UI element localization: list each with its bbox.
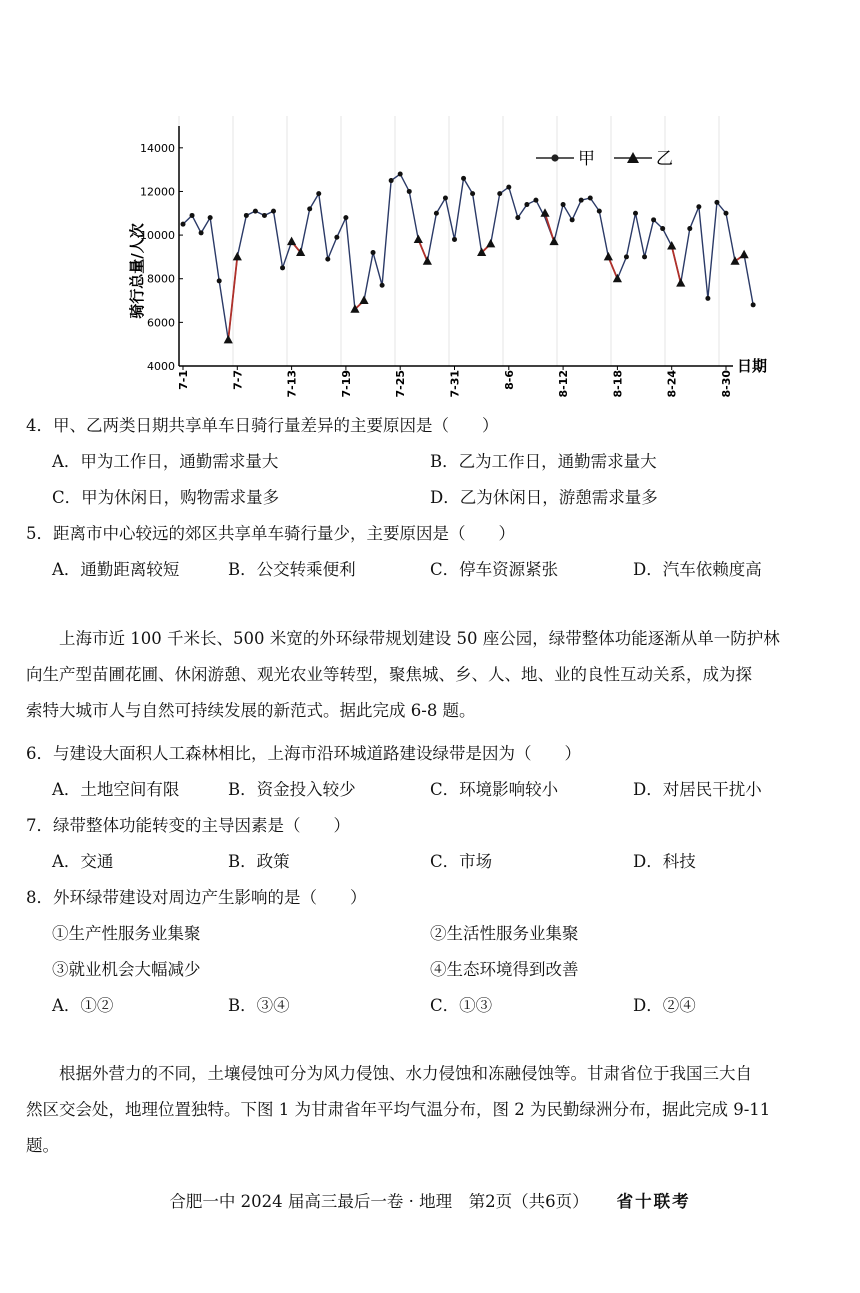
point-jia xyxy=(434,211,439,216)
passage-line: 索特大城市人与自然可持续发展的新范式。据此完成 6-8 题。 xyxy=(26,701,476,720)
point-jia xyxy=(280,265,285,270)
x-tick-label: 7-7 xyxy=(231,370,245,390)
series-segment-yi xyxy=(545,213,554,241)
x-tick-label: 7-1 xyxy=(177,370,190,390)
point-jia xyxy=(208,215,213,220)
passage-line: 向生产型苗圃花圃、休闲游憩、观光农业等转型，聚焦城、乡、人、地、业的良性互动关系，成为探 xyxy=(26,665,752,684)
passage-line: 然区交会处，地理位置独特。下图 1 为甘肃省年平均气温分布，图 2 为民勤绿洲分布，据此完成 9-11 xyxy=(26,1100,771,1119)
point-jia xyxy=(714,200,719,205)
point-jia xyxy=(398,172,403,177)
point-jia xyxy=(199,230,204,235)
q7-option-d: D．科技 xyxy=(633,852,696,871)
legend-yi-label: 乙 xyxy=(656,149,673,169)
point-jia xyxy=(497,191,502,196)
x-tick-label: 8-6 xyxy=(502,370,516,390)
x-tick-label: 7-31 xyxy=(448,370,462,398)
point-jia xyxy=(506,185,511,190)
point-jia xyxy=(687,226,692,231)
point-yi xyxy=(423,256,432,265)
q8-option-d: D．②④ xyxy=(633,996,696,1015)
point-yi xyxy=(287,237,296,246)
point-yi xyxy=(730,256,739,265)
point-jia xyxy=(461,176,466,181)
point-jia xyxy=(325,257,330,262)
q5-option-a: A．通勤距离较短 xyxy=(52,560,180,579)
y-axis-label: 骑行总量/人次 xyxy=(128,223,146,319)
q8-statement-4: ④生态环境得到改善 xyxy=(430,960,579,979)
point-jia xyxy=(705,296,710,301)
x-ticks xyxy=(177,366,733,398)
point-jia xyxy=(334,235,339,240)
legend-jia-marker xyxy=(551,154,558,161)
q6-option-d: D．对居民干扰小 xyxy=(633,780,762,799)
point-jia xyxy=(190,213,195,218)
point-jia xyxy=(217,278,222,283)
point-jia xyxy=(524,202,529,207)
y-tick-label: 6000 xyxy=(147,316,175,330)
y-tick-label: 10000 xyxy=(140,229,175,243)
q4-option-c: C．甲为休闲日，购物需求量多 xyxy=(52,488,280,507)
q7-option-a: A．交通 xyxy=(52,852,114,871)
q5-option-d: D．汽车依赖度高 xyxy=(633,560,762,579)
x-tick-label: 8-18 xyxy=(611,370,625,398)
passage-line: 上海市近 100 千米长、500 米宽的外环绿带规划建设 50 座公园，绿带整体功能逐渐从单一防护林 xyxy=(26,629,780,648)
point-jia xyxy=(316,191,321,196)
y-ticks xyxy=(140,142,183,373)
q8-statement-3: ③就业机会大幅减少 xyxy=(52,960,201,979)
point-jia xyxy=(307,206,312,211)
point-yi xyxy=(486,239,495,248)
point-jia xyxy=(588,196,593,201)
page-footer xyxy=(0,1188,860,1212)
point-jia xyxy=(271,209,276,214)
point-jia xyxy=(181,222,186,227)
q5-option-c: C．停车资源紧张 xyxy=(430,560,559,579)
footer-brand: 省十联考 xyxy=(616,1192,691,1211)
q6-option-c: C．环境影响较小 xyxy=(430,780,559,799)
point-jia xyxy=(253,209,258,214)
q8-statement-2: ②生活性服务业集聚 xyxy=(430,924,579,943)
point-yi xyxy=(667,241,676,250)
point-jia xyxy=(651,217,656,222)
q4-option-b: B．乙为工作日，通勤需求量大 xyxy=(430,452,657,471)
point-yi xyxy=(233,252,242,261)
point-jia xyxy=(515,215,520,220)
point-yi xyxy=(359,296,368,305)
q5-option-b: B．公交转乘便利 xyxy=(228,560,356,579)
q8-statement-1: ①生产性服务业集聚 xyxy=(52,924,201,943)
passage-line: 题。 xyxy=(26,1136,59,1155)
point-jia xyxy=(724,211,729,216)
point-yi xyxy=(740,250,749,259)
point-jia xyxy=(751,302,756,307)
point-jia xyxy=(262,213,267,218)
point-jia xyxy=(696,204,701,209)
point-jia xyxy=(533,198,538,203)
question-5-stem: 5．距离市中心较远的郊区共享单车骑行量少，主要原因是（ ） xyxy=(26,524,515,543)
point-jia xyxy=(624,254,629,259)
y-tick-label: 14000 xyxy=(140,141,175,155)
x-tick-label: 7-19 xyxy=(339,370,353,398)
passage-soil-erosion xyxy=(26,1056,838,1164)
q6-option-a: A．土地空间有限 xyxy=(52,780,180,799)
point-yi xyxy=(613,274,622,283)
point-jia xyxy=(660,226,665,231)
point-yi xyxy=(676,278,685,287)
x-tick-label: 7-13 xyxy=(285,370,299,398)
x-axis-label: 日期 xyxy=(737,357,768,375)
question-8-stem: 8．外环绿带建设对周边产生影响的是（ ） xyxy=(26,888,367,907)
point-jia xyxy=(597,209,602,214)
point-jia xyxy=(389,178,394,183)
legend-jia-label: 甲 xyxy=(578,149,595,169)
passage-greenbelt xyxy=(26,621,838,729)
question-4-stem: 4．甲、乙两类日期共享单车日骑行量差异的主要原因是（ ） xyxy=(26,416,499,435)
q7-option-b: B．政策 xyxy=(228,852,290,871)
x-tick-label: 8-12 xyxy=(557,370,571,398)
question-6-stem: 6．与建设大面积人工森林相比，上海市沿环城道路建设绿带是因为（ ） xyxy=(26,744,581,763)
q4-option-d: D．乙为休闲日，游憩需求量多 xyxy=(430,488,658,507)
q4-option-a: A．甲为工作日，通勤需求量大 xyxy=(52,452,279,471)
point-jia xyxy=(470,191,475,196)
point-jia xyxy=(633,211,638,216)
q7-option-c: C．市场 xyxy=(430,852,493,871)
point-jia xyxy=(407,189,412,194)
passage-line: 根据外营力的不同，土壤侵蚀可分为风力侵蚀、水力侵蚀和冻融侵蚀等。甘肃省位于我国三大自 xyxy=(26,1064,752,1083)
series-line-jia xyxy=(183,174,753,340)
bike-ridership-chart xyxy=(115,112,790,407)
x-tick-label: 7-25 xyxy=(394,370,408,398)
x-tick-label: 8-30 xyxy=(720,370,733,398)
q8-option-b: B．③④ xyxy=(228,996,290,1015)
series-line xyxy=(183,174,753,340)
point-yi xyxy=(414,234,423,243)
y-tick-label: 8000 xyxy=(147,272,175,286)
point-jia xyxy=(371,250,376,255)
series-points xyxy=(181,172,756,344)
point-jia xyxy=(452,237,457,242)
q8-option-c: C．①③ xyxy=(430,996,493,1015)
q6-option-b: B．资金投入较少 xyxy=(228,780,356,799)
chart-grid xyxy=(179,116,719,366)
series-segment-yi xyxy=(672,246,681,283)
point-jia xyxy=(570,217,575,222)
point-jia xyxy=(642,254,647,259)
point-yi xyxy=(604,252,613,261)
y-tick-label: 4000 xyxy=(147,360,175,373)
x-tick-label: 8-24 xyxy=(665,370,679,398)
point-jia xyxy=(380,283,385,288)
question-7-stem: 7．绿带整体功能转变的主导因素是（ ） xyxy=(26,816,350,835)
point-jia xyxy=(443,196,448,201)
point-yi xyxy=(224,335,233,344)
q8-option-a: A．①② xyxy=(52,996,114,1015)
y-tick-label: 12000 xyxy=(140,185,175,199)
point-jia xyxy=(244,213,249,218)
footer-text: 合肥一中 2024 届高三最后一卷 · 地理 第2页（共6页） xyxy=(169,1192,589,1211)
point-jia xyxy=(561,202,566,207)
point-jia xyxy=(343,215,348,220)
point-jia xyxy=(579,198,584,203)
